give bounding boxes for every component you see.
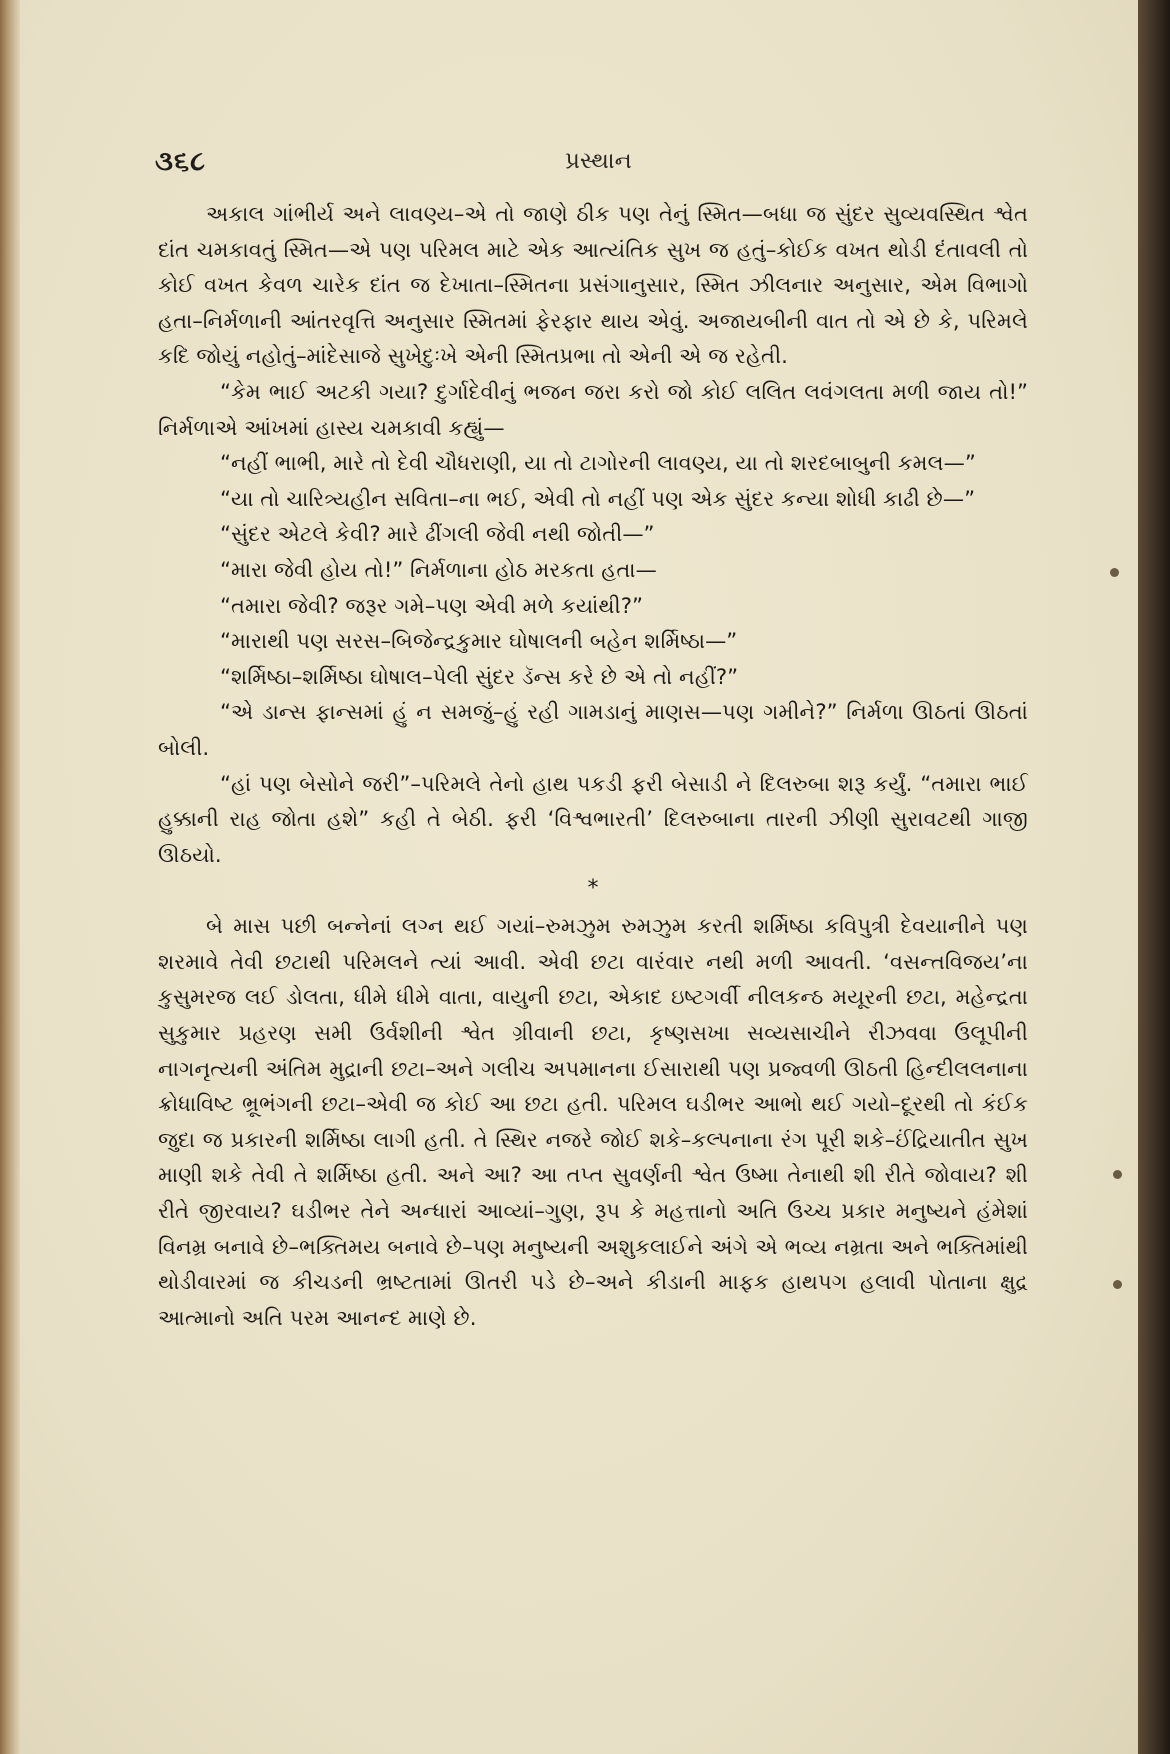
dialog-paragraph: “કેમ ભાઈ અટકી ગયા? દુર્ગાદેવીનું ભજન જરા કરો જો કોઈ લલિત લવંગલતા મળી જાય તો!” નિર્મળાએ આંખમાં હાસ્ય ચમકાવી કહ્યું— <box>158 378 1028 440</box>
dialog-paragraph: “નહીં ભાભી, મારે તો દેવી ચૌધરાણી, યા તો ટાગોરની લાવણ્ય, યા તો શરદબાબુની કમલ—” <box>220 450 976 476</box>
binding-hole <box>1113 1280 1122 1289</box>
book-page <box>20 0 1138 1754</box>
dialog-paragraph: “સુંદર એટલે કેવી? મારે ઢીંગલી જેવી નથી જોતી—” <box>220 521 655 547</box>
dialog-paragraph: “યા તો ચારિત્ર્યહીન સવિતા–ના ભઈ, એવી તો નહીં પણ એક સુંદર કન્યા શોધી કાઢી છે—” <box>220 485 976 511</box>
book-edge <box>1138 0 1170 1754</box>
dialog-paragraph: “એ ડાન્સ ફાન્સમાં હું ન સમજું–હું રહી ગામડાનું માણસ—પણ ગમીને?” નિર્મળા ઊઠતાં ઊઠતાં બોલી. <box>158 699 1028 760</box>
section-separator: * <box>587 876 599 902</box>
dialog-paragraph: “શર્મિષ્ઠા–શર્મિષ્ઠા ઘોષાલ–પેલી સુંદર ડૅન્સ કરે છે એ તો નહીં?” <box>220 663 739 689</box>
page-number: ૩૬૮ <box>155 146 206 177</box>
running-title: પ્રસ્થાન <box>565 148 632 174</box>
paragraph: બે માસ પછી બન્નેનાં લગ્ન થઈ ગયાં–રુમઝુમ રુમઝુમ કરતી શર્મિષ્ઠા કવિપુત્રી દેવયાનીને પણ શરમાવે તેવી છટાથી પરિમલને ત્યાં આવી. એવી છટા વારંવાર નથી મળી આવતી. ‘વસન્તવિજય’ના કુસુમરજ લઈ ડોલતા, ધીમે ધીમે વાતા, વાયુની છટા, એકાદ ઇષ્ટગર્વી નીલકન્ઠ મયૂરની છટા, મહેન્દ્રતા સુકુમાર પ્રહરણ સમી ઉર્વશીની શ્વેત ગ્રીવાની છટા, કૃષ્ણસખા સવ્યસાચીને રીઝવવા ઉલૂપીની નાગનૃત્યની અંતિમ મુદ્રાની છટા–અને ગલીચ અપમાનના ઈસારાથી પણ પ્રજ્વળી ઊઠતી હિન્દીલલનાના ક્રોધાવિષ્ટ ભ્રૂભંગની છટા–એવી જ કોઈ આ છટા હતી. પરિમલ ઘડીભર આભો થઈ ગયો–દૂરથી તો કંઈક જુદા જ પ્રકારની શર્મિષ્ઠા લાગી હતી. તે સ્થિર નજરે જોઈ શકે–કલ્પનાના રંગ પૂરી શકે–ઈંદ્રિયાતીત સુખ માણી શકે તેવી તે શર્મિષ્ઠા હતી. અને આ? આ તપ્ત સુવર્ણની શ્વેત ઉષ્મા તેનાથી શી રીતે જોવાય? શી રીતે જીરવાય? ઘડીભર તેને અન્ધારાં આવ્યાં–ગુણ, રૂપ કે મહત્તાનો અતિ ઉચ્ચ પ્રકાર મનુષ્યને હંમેશાં વિનમ્ર બનાવે છે–ભક્તિમય બનાવે છે–પણ મનુષ્યની અશુકલાઈને અંગે એ ભવ્ય નમ્રતા અને ભક્તિમાંથી થોડીવારમાં જ કીચડની ભ્રષ્ટતામાં ઊતરી પડે છે–અને કીડાની માફક હાથપગ હલાવી પોતાના ક્ષુદ્ર આત્માનો અતિ પરમ આનન્દ માણે છે. <box>158 913 1028 1330</box>
dialog-paragraph: “હાં પણ બેસોને જરી”–પરિમલે તેનો હાથ પકડી ફરી બેસાડી ને દિલરુબા શરૂ કર્યું. “તમારા ભાઈ હુક્કાની રાહ જોતા હશે” કહી તે બેઠી. ફરી ‘વિશ્વભારતી’ દિલરુબાના તારની ઝીણી સુરાવટથી ગાજી ઊઠયો. <box>158 770 1028 867</box>
dialog-paragraph: “મારાથી પણ સરસ–બિજેન્દ્રકુમાર ઘોષાલની બહેન શર્મિષ્ઠા—” <box>220 628 738 654</box>
dialog-paragraph: “મારા જેવી હોય તો!” નિર્મળાના હોઠ મરકતા હતા— <box>220 556 657 582</box>
paragraph: અકાલ ગાંભીર્ય અને લાવણ્ય–એ તો જાણે ઠીક પણ તેનું સ્મિત—બધા જ સુંદર સુવ્યવસ્થિત શ્વેત દાંત ચમકાવતું સ્મિત—એ પણ પરિમલ માટે એક આત્યંતિક સુખ જ હતું–કોઈક વખત થોડી દંતાવલી તો કોઈ વખત કેવળ ચારેક દાંત જ દેખાતા–સ્મિતના પ્રસંગાનુસાર, સ્મિત ઝીલનાર અનુસાર, એમ વિભાગો હતા–નિર્મળાની આંતરવૃત્તિ અનુસાર સ્મિતમાં ફેરફાર થાય એવું. અજાયબીની વાત તો એ છે કે, પરિમલે કદિ જોયું નહોતું–માંદેસાજે સુખેદુઃખે એની સ્મિતપ્રભા તો એની એ જ રહેતી. <box>158 201 1028 369</box>
body-text <box>158 196 1028 1335</box>
binding-hole <box>1113 1170 1122 1179</box>
page-header <box>20 140 1138 180</box>
binding-hole <box>1110 568 1119 577</box>
dialog-paragraph: “તમારા જેવી? જરૂર ગમે–પણ એવી મળે કયાંથી?” <box>220 592 643 618</box>
